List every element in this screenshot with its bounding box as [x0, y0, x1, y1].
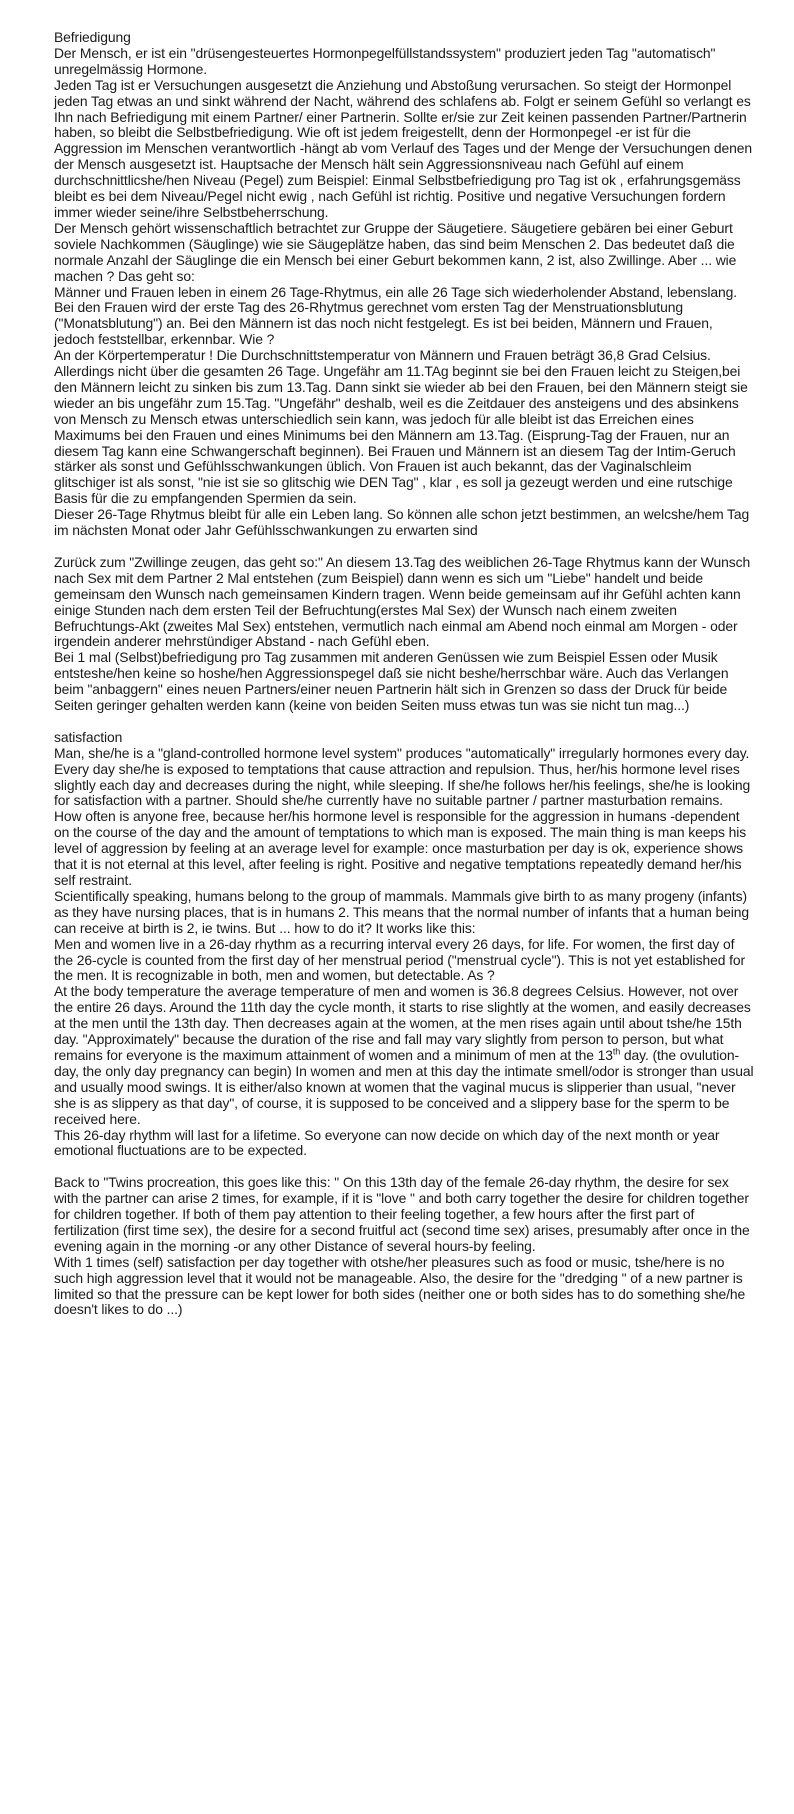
english-paragraph: Every day she/he is exposed to temptations that cause attraction and repulsion. Thus, her/his hormone level rises slightly each day and decreases during the night, while sleeping. If she/he follows her/his feelings, she/he is looking for satisfaction with a partner. Should she/he currently have no suitable partner / partner masturbation remains. How often is anyone free, because her/his hormone level is responsible for the aggression in humans -dependent on the course of the day and the amount of temptations to which man is exposed. The main thing is man keeps his level of aggression by feeling at an average level for example: once masturbation per day is ok, experience shows that it is not eternal at this level, after feeling is right. Positive and negative temptations repeatedly demand her/his self restraint.	[54, 760, 751, 888]
german-paragraph: Dieser 26-Tage Rhytmus bleibt für alle ein Leben lang. So können alle schon jetzt bestimmen, an welcshe/hem Tag im nächsten Monat oder Jahr Gefühlsschwankungen zu erwarten sind	[54, 506, 750, 539]
english-paragraph: Men and women live in a 26-day rhythm as a recurring interval every 26 days, for life. For women, the first day of the 26-cycle is counted from the first day of her menstrual period ("menstrual cycle"). This is not yet established for the men. It is recognizable in both, men and women, but detectable. As ?	[54, 935, 746, 984]
german-paragraph: Der Mensch, er ist ein "drüsengesteuertes Hormonpegelfüllstandssystem" produziert jeden Tag "automatisch" unregelmässig Hormone.	[54, 44, 716, 77]
paragraph-spacer	[54, 539, 754, 555]
german-paragraph: Der Mensch gehört wissenschaftlich betrachtet zur Gruppe der Säugetiere. Säugetiere gebären bei einer Geburt soviele Nachkommen (Säuglinge) wie sie Säugeplätze haben, das sind beim Menschen 2. Das bedeutet daß die normale Anzahl der Säuglinge die ein Mensch bei einer Geburt bekommen kann, 2 ist, also Zwillinge. Aber ... wie machen ? Das geht so:	[54, 219, 737, 284]
temperature-text-part-2: day. (the ovulution-day, the only day pregnancy can begin) In women and men at this day the intimate smell/odor is stronger than usual and usually mood swings. It is either/also known at women that the vaginal mucus is slipperier than usual, "never she is as slippery as that day", of course, it is supposed to be conceived and a slippery base for the sperm to be received here.	[54, 1046, 754, 1127]
paragraph-spacer	[54, 1159, 754, 1175]
english-section	[54, 730, 754, 1319]
english-paragraph: With 1 times (self) satisfaction per day together with otshe/her pleasures such as food or music, tshe/here is no such high aggression level that it would not be manageable. Also, the desire for the "dredging " of a new partner is limited so that the pressure can be kept lower for both sides (neither one or both sides has to do something she/he doesn't likes to do ...)	[54, 1253, 746, 1318]
german-paragraph: Zurück zum "Zwillinge zeugen, das geht so:" An diesem 13.Tag des weiblichen 26-Tage Rhytmus kann der Wunsch nach Sex mit dem Partner 2 Mal entstehen (zum Beispiel) dann wenn es sich um "Liebe" handelt und beide gemeinsam den Wunsch nach gemeinsamen Kindern tragen. Wenn beide gemeinsam auf ihr Gefühl achten kann einige Stunden nach dem ersten Teil der Befruchtung(erstes Mal Sex) der Wunsch nach einem zweiten Befruchtungs-Akt (zweites Mal Sex) entstehen, vermutlich nach einmal am Abend noch einmal am Morgen - oder irgendein anderer mehrstündiger Abstand - nach Gefühl eben.	[54, 553, 751, 650]
german-paragraph: An der Körpertemperatur ! Die Durchschnittstemperatur von Männern und Frauen beträgt 36,8 Grad Celsius. Allerdings nicht über die gesamten 26 Tage. Ungefähr am 11.TAg beginnt sie bei den Frauen leicht zu Steigen,bei den Männern leicht zu sinken bis zum 13.Tag. Dann sinkt sie wieder ab bei den Frauen, bei den Männern steigt sie wieder an bis ungefähr zum 15.Tag. "Ungefähr" deshalb, weil es die Zeitdauer des ansteigens und des absinkens von Mensch zu Mensch etwas unterschiedlich sein kann, was jedoch für alle bleibt ist das Erreichen eines Maximums bei den Frauen und eines Minimums bei den Männern am 13.Tag. (Eisprung-Tag der Frauen, nur an diesem Tag kann eine Schwangerschaft beginnen). Bei Frauen und Männern ist an diesem Tag der Intim-Geruch stärker als sonst und Gefühlsschwankungen üblich. Von Frauen ist auch bekannt, das der Vaginalschleim glitschiger ist als sonst, "nie ist sie so glitschig wie DEN Tag" , klar , es soll ja gezeugt werden und eine rutschige Basis für die zu empfangenden Spermien da sein.	[54, 347, 748, 507]
english-paragraph: Scientifically speaking, humans belong to the group of mammals. Mammals give birth to as many progeny (infants) as they have nursing places, that is in humans 2. This means that the normal number of infants that a human being can receive at birth is 2, ie twins. But ... how to do it? It works like this:	[54, 887, 749, 936]
english-paragraph: Man, she/he is a "gland-controlled hormone level system" produces "automatically" irregularly hormones every day.	[54, 744, 750, 761]
english-title: satisfaction	[54, 728, 123, 745]
german-paragraph: Männer und Frauen leben in einem 26 Tage-Rhytmus, ein alle 26 Tage sich wiederholender Abstand, lebenslang. Bei den Frauen wird der erste Tag des 26-Rhytmus gerechnet vom ersten Tag der Menstruationsblutung ("Monatsblutung") an. Bei den Männern ist das noch nicht festgelegt. Es ist bei beiden, Männern und Frauen, jedoch feststellbar, erkennbar. Wie ?	[54, 283, 737, 348]
document-body	[54, 30, 754, 1334]
superscript-th: th	[612, 1046, 621, 1057]
german-title: Befriedigung	[54, 29, 131, 45]
german-section	[54, 30, 754, 714]
german-paragraph: Bei 1 mal (Selbst)befriedigung pro Tag zusammen mit anderen Genüssen wie zum Beispiel Essen oder Musik entsteshe/hen keine so hoshe/hen Aggressionspegel daß sie nicht beshe/herrschbar wäre. Auch das Verlangen beim "anbaggern" eines neuen Partners/einer neuen Partnerin hält sich in Grenzen so dass der Druck für beide Seiten geringer gehalten werden kann (keine von beiden Seiten muss etwas tun was sie nicht tun mag...)	[54, 649, 729, 714]
german-paragraph: Jeden Tag ist er Versuchungen ausgesetzt die Anziehung und Abstoßung verursachen. So steigt der Hormonpel jeden Tag etwas an und sinkt während der Nacht, während des schlafens ab. Folgt er seinem Gefühl so verlangt es Ihn nach Befriedigung mit einem Partner/ einer Partnerin. Sollte er/sie zur Zeit keinen passenden Partner/Partnerin haben, so bleibt die Selbstbefriedigung. Wie oft ist jedem freigestellt, denn der Hormonpegel -er ist für die Aggression im Menschen verantwortlich -hängt ab vom Verlauf des Tages und der Menge der Versuchungen denen der Mensch ausgesetzt ist. Hauptsache der Mensch hält sein Aggressionsniveau nach Gefühl auf einem durchschnittlicshe/hen Niveau (Pegel) zum Beispiel: Einmal Selbstbefriedigung pro Tag ist ok , erfahrungsgemäss bleibt es bei dem Niveau/Pegel nicht ewig , nach Gefühl ist richtig. Positive und negative Versuchungen fordern immer wieder seine/ihre Selbstbeherrschung.	[54, 76, 752, 220]
english-paragraph: This 26-day rhythm will last for a lifetime. So everyone can now decide on which day of the next month or year emotional fluctuations are to be expected.	[54, 1126, 720, 1159]
english-paragraph-temperature	[54, 984, 754, 1127]
english-paragraph: Back to "Twins procreation, this goes like this: " On this 13th day of the female 26-day rhythm, the desire for sex with the partner can arise 2 times, for example, if it is "love " and both carry together the desire for children together for children together. If both of them pay attention to their feeling together, a few hours after the first part of fertilization (first time sex), the desire for a second fruitful act (second time sex) arises, presumably after once in the evening again in the morning -or any other Distance of several hours-by feeling.	[54, 1174, 750, 1254]
temperature-text-part-1: At the body temperature the average temperature of men and women is 36.8 degrees Celsius. However, not over the entire 26 days. Around the 11th day the cycle month, it starts to rise slightly at the women, and easily decreases at the men until the 13th day. Then decreases again at the women, at the men rises again until about tshe/he 15th day. "Approximately" because the duration of the rise and fall may vary slightly from person to person, but what remains for everyone is the maximum attainment of women and a minimum of men at the 13	[54, 983, 751, 1063]
